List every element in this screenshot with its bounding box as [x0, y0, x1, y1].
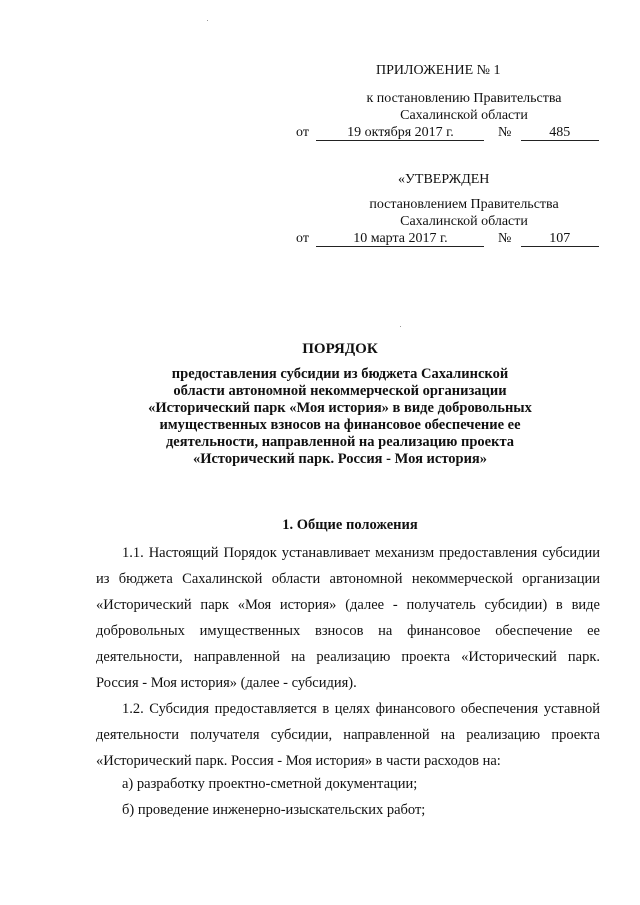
list-item-a: а) разработку проектно-сметной документации;	[122, 776, 418, 792]
doc-title-line-3: «Исторический парк «Моя история» в виде добровольных	[148, 400, 532, 416]
doc-title-line-1: предоставления субсидии из бюджета Сахалинской	[171, 366, 509, 382]
appendix-date: 19 октября 2017 г.	[316, 125, 484, 141]
section-heading: 1. Общие положения	[282, 517, 418, 533]
appendix-date-row	[296, 124, 599, 141]
paragraph-1-1-text: 1.1. Настоящий Порядок устанавливает механизм предоставления субсидии из бюджета Сахалинской области автономной некоммерческой организации «Исторический парк «Моя история» (далее - получатель субсидии) в виде добровольных имущественных взносов на финансовое обеспечение ее деятельности, направленной на реализацию проекта «Исторический парк. Россия - Моя история» (далее - субсидия).	[96, 545, 600, 691]
appendix-number-label: №	[497, 125, 512, 140]
doc-title-line-5: деятельности, направленной на реализацию проекта	[165, 434, 515, 450]
doc-heading: ПОРЯДОК	[302, 341, 378, 357]
approved-number-label: №	[497, 231, 512, 246]
approved-number: 107	[521, 231, 599, 247]
doc-title-line-4: имущественных взносов на финансовое обеспечение ее	[159, 417, 521, 433]
approved-line-2: Сахалинской области	[400, 214, 528, 229]
approved-from-label: от	[296, 231, 309, 246]
appendix-from-label: от	[296, 125, 309, 140]
appendix-title: ПРИЛОЖЕНИЕ № 1	[376, 63, 501, 78]
doc-title-line-2: области автономной некоммерческой организации	[173, 383, 507, 399]
paragraph-1-1	[96, 540, 600, 696]
list-item-b: б) проведение инженерно-изыскательских работ;	[122, 802, 426, 818]
paragraph-1-2	[96, 696, 600, 774]
appendix-line-1: к постановлению Правительства	[366, 91, 562, 106]
approved-date: 10 марта 2017 г.	[316, 231, 484, 247]
doc-title-line-6: «Исторический парк. Россия - Моя история»	[192, 451, 488, 467]
approved-line-1: постановлением Правительства	[369, 197, 559, 212]
paragraph-1-2-text: 1.2. Субсидия предоставляется в целях финансового обеспечения уставной деятельности получателя субсидии, направленной на реализацию проекта «Исторический парк. Россия - Моя история» в части расходов на:	[96, 701, 600, 769]
appendix-number: 485	[521, 125, 599, 141]
scan-speck	[400, 326, 401, 327]
approved-date-row	[296, 230, 599, 247]
approved-title: «УТВЕРЖДЕН	[398, 172, 490, 187]
scan-speck	[207, 20, 208, 21]
appendix-line-2: Сахалинской области	[400, 108, 528, 123]
